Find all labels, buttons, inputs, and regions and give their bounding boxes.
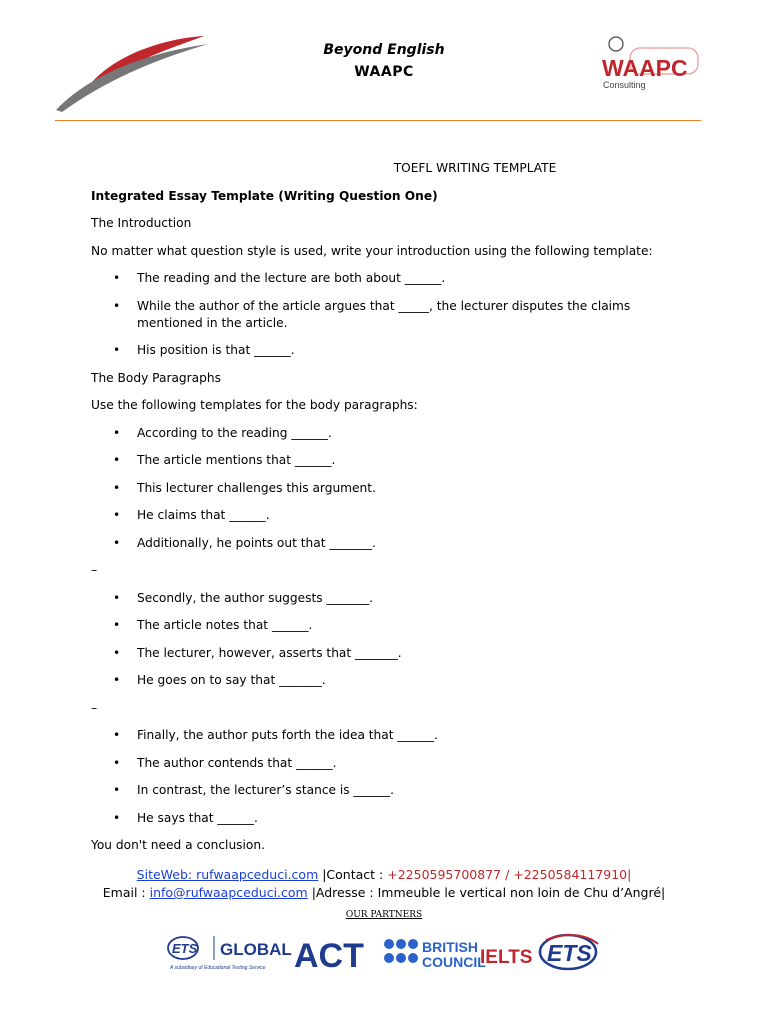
intro-text: No matter what question style is used, write your introduction using the following template: [91, 243, 653, 258]
header-divider [55, 120, 701, 121]
body-list-3 [91, 727, 691, 827]
dash-separator: – [91, 563, 98, 577]
ielts-logo: IELTS [480, 947, 533, 968]
list-item: • The article mentions that ______. [91, 452, 691, 469]
bar: | [627, 867, 632, 882]
intro-heading: The Introduction [91, 216, 192, 230]
list-item: • He says that ______. [91, 810, 691, 827]
email-link[interactable]: info@rufwaapceduci.com [149, 885, 308, 900]
body-heading: The Body Paragraphs [91, 370, 221, 385]
ets-subtitle: A subsidiary of Educational Testing Service [170, 965, 266, 971]
address: |Adresse : Immeuble le vertical non loin de Chu d’Angré| [307, 885, 666, 900]
list-item: • He claims that ______. [91, 507, 691, 524]
section-heading: Integrated Essay Template (Writing Question One) [91, 188, 438, 203]
ets-global-logo [168, 936, 292, 971]
footer-line1 [0, 866, 768, 884]
brand-line2: WAAPC [354, 64, 414, 80]
list-item: • While the author of the article argues that _____, the lecturer disputes the claims mentioned in the article. [91, 298, 691, 332]
document-body [91, 160, 691, 865]
body-list-1 [91, 425, 691, 552]
brand-line1: Beyond English [323, 42, 445, 58]
waapc-logo-text: WAAPC [602, 55, 688, 81]
council-text: COUNCIL [422, 954, 486, 970]
footer-line2 [0, 884, 768, 902]
list-item: • Finally, the author puts forth the idea that ______. [91, 727, 691, 744]
waapc-logo-sub: Consulting [603, 80, 646, 90]
global-text: GLOBAL [220, 940, 292, 959]
list-item: • Secondly, the author suggests _______. [91, 590, 691, 607]
dash-separator: – [91, 700, 98, 715]
waapc-consulting-logo [600, 34, 710, 94]
list-item: • This lecturer challenges this argument. [91, 480, 691, 497]
ets-text: ETS [172, 941, 198, 956]
contact-label: |Contact : [318, 867, 388, 882]
body-list-2 [91, 590, 691, 690]
conclusion-text: You don't need a conclusion. [91, 838, 265, 852]
phone-numbers: +2250595700877 / +2250584117910 [387, 867, 628, 882]
list-item: • The article notes that ______. [91, 617, 691, 634]
list-item: • The author contends that ______. [91, 755, 691, 772]
act-logo: ACT [294, 937, 364, 974]
ets-logo [540, 935, 598, 969]
body-text: Use the following templates for the body paragraphs: [91, 398, 418, 412]
list-item: • His position is that ______. [91, 342, 691, 359]
site-link[interactable]: SiteWeb: rufwaapceduci.com [136, 867, 319, 882]
list-item: • He goes on to say that _______. [91, 672, 691, 689]
partners-title: OUR PARTNERS [345, 910, 423, 920]
british-text: BRITISH [422, 939, 478, 955]
ets-large-text: ETS [547, 940, 592, 966]
list-item: • In contrast, the lecturer’s stance is ______. [91, 782, 691, 799]
list-item: • The lecturer, however, asserts that _______. [91, 645, 691, 662]
intro-list [91, 270, 691, 359]
list-item: • According to the reading ______. [91, 425, 691, 442]
list-item: • The reading and the lecture are both about ______. [91, 270, 691, 287]
page-title: TOEFL WRITING TEMPLATE [393, 161, 557, 175]
footer-contact [0, 866, 768, 902]
partner-logos [166, 930, 606, 974]
list-item: • Additionally, he points out that _______. [91, 535, 691, 552]
email-label: Email : [102, 885, 150, 900]
british-council-logo [384, 939, 486, 970]
